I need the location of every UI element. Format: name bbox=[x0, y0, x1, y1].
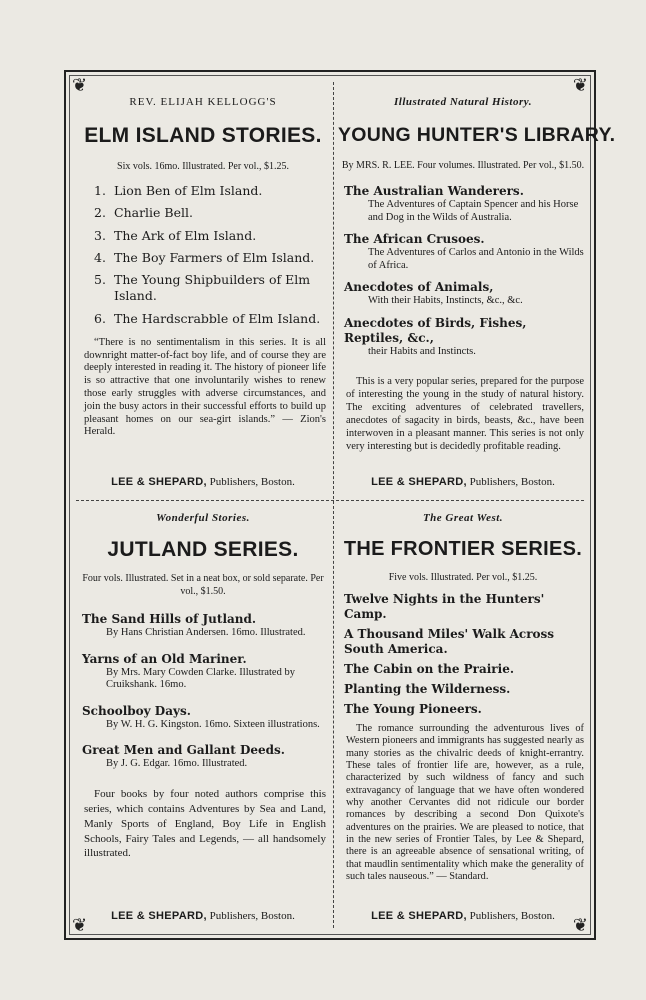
series-kicker: The Great West. bbox=[422, 512, 504, 524]
advertisement-frame bbox=[64, 70, 616, 940]
publisher-line bbox=[76, 476, 330, 488]
series-description: The romance surrounding the adventurous lives of Western pioneers and immigrants has suggested nearly as many stories as the chivalric deeds of knight-errantry. These tales of frontier life are, however, as a rule, characterized by such wildness of fancy and such extravagancy of language that we have often wondered why another Cervantes did not ridicule our border romances by describing a second Don Quixote's adventures on the prairies. We are pleased to notice, that in the new series of Frontier Tales, by Lee & Shepard, there is an agreeable absence of sensational writing, of that maudlin sentimentality which make the generality of such tales nauseous.” — Standard. bbox=[346, 723, 584, 883]
publisher-location: Publishers, Boston. bbox=[469, 476, 555, 488]
review-quote: “There is no sentimentalism in this series. It is all downright matter-of-fact boy life, and of course they are deeply interested in reading it. The history of pioneer life is so attractive that one involuntarily wishes to renew those early struggles with adverse circumstances, and join the busy actors in their successful efforts to build up pleasant homes on our sea-girt islands.” — Zion's Herald. bbox=[84, 336, 326, 438]
publisher-location: Publishers, Boston. bbox=[209, 910, 295, 922]
book-list bbox=[344, 592, 588, 717]
book-title: Yarns of an Old Mariner. bbox=[82, 651, 247, 666]
item-number: 3. bbox=[94, 227, 106, 243]
publisher-name: LEE & SHEPARD, bbox=[111, 910, 207, 922]
series-kicker: Illustrated Natural History. bbox=[394, 96, 532, 108]
list-item bbox=[344, 627, 588, 657]
item-number: 1. bbox=[94, 183, 106, 198]
book-title: Schoolboy Days. bbox=[82, 703, 191, 718]
corner-ornament-icon: ❦ bbox=[572, 75, 588, 95]
frontier-panel bbox=[338, 504, 588, 935]
publisher-name: LEE & SHEPARD, bbox=[371, 476, 467, 488]
book-description: By W. H. G. Kingston. 16mo. Sixteen illustrations. bbox=[106, 718, 320, 730]
publisher-line bbox=[76, 910, 330, 922]
book-title: The Cabin on the Prairie. bbox=[344, 662, 515, 676]
list-item bbox=[82, 612, 330, 640]
publisher-line bbox=[338, 476, 588, 488]
series-title: YOUNG HUNTER'S LIBRARY. bbox=[338, 124, 616, 146]
series-title: ELM ISLAND STORIES. bbox=[84, 124, 322, 147]
book-title: The Hardscrabble of Elm Island. bbox=[114, 310, 321, 326]
publisher-name: LEE & SHEPARD, bbox=[111, 476, 207, 488]
series-subtitle: Four vols. Illustrated. Set in a neat box, or sold separate. Per vol., $1.50. bbox=[82, 573, 324, 597]
list-item bbox=[94, 183, 330, 199]
elm-island-panel bbox=[76, 82, 330, 498]
book-title: Anecdotes of Animals, bbox=[344, 280, 494, 295]
author-line: REV. ELIJAH KELLOGG'S bbox=[129, 96, 277, 108]
list-item bbox=[344, 280, 588, 308]
jutland-panel bbox=[76, 504, 330, 932]
corner-ornament-icon: ❦ bbox=[572, 915, 588, 935]
series-description: This is a very popular series, prepared for the purpose of interesting the young in the study of natural history. The exciting adventures of celebrated travellers, anecdotes of sagacity in birds, beasts, &c., have been interwoven in a pleasant manner. This series is not only very interesting but is decidedly profitable reading. bbox=[346, 375, 584, 452]
list-item bbox=[94, 205, 330, 221]
book-title: The African Crusoes. bbox=[344, 232, 485, 247]
series-subtitle: Six vols. 16mo. Illustrated. Per vol., $1.25. bbox=[117, 161, 289, 172]
list-item bbox=[344, 592, 588, 622]
book-title: Charlie Bell. bbox=[114, 205, 193, 221]
young-hunter-panel bbox=[338, 82, 616, 498]
list-item bbox=[344, 232, 588, 272]
list-item bbox=[344, 682, 588, 697]
item-number: 2. bbox=[94, 205, 106, 221]
item-number: 6. bbox=[94, 310, 106, 326]
item-number: 4. bbox=[94, 249, 106, 265]
list-item bbox=[82, 652, 330, 692]
list-item bbox=[82, 743, 330, 771]
book-title: Lion Ben of Elm Island. bbox=[114, 183, 263, 198]
series-title: JUTLAND SERIES. bbox=[107, 538, 299, 561]
list-item bbox=[344, 184, 588, 224]
book-title: Planting the Wilderness. bbox=[344, 682, 511, 696]
series-kicker: Wonderful Stories. bbox=[156, 512, 250, 524]
vertical-divider bbox=[333, 82, 334, 928]
book-title: The Young Shipbuilders of Elm Island. bbox=[114, 272, 311, 304]
list-item bbox=[344, 662, 588, 677]
series-subtitle: By MRS. R. LEE. Four volumes. Illustrated. Per vol., $1.50. bbox=[341, 160, 585, 171]
book-title: A Thousand Miles' Walk Across South America. bbox=[344, 627, 555, 656]
book-description: their Habits and Instincts. bbox=[368, 345, 476, 357]
book-title: The Australian Wanderers. bbox=[344, 184, 524, 198]
book-title: The Sand Hills of Jutland. bbox=[82, 612, 257, 626]
book-title: The Young Pioneers. bbox=[344, 702, 482, 716]
list-item bbox=[344, 316, 588, 359]
list-item bbox=[82, 704, 330, 732]
book-list bbox=[94, 183, 330, 327]
publisher-location: Publishers, Boston. bbox=[209, 476, 295, 488]
series-description: Four books by four noted authors comprise this series, which contains Adventures by Sea and Land, Manly Sports of England, Boy Life in English Schools, Fairy Tales and Legends, — all handsomely illustrated. bbox=[84, 787, 326, 860]
publisher-name: LEE & SHEPARD, bbox=[371, 910, 467, 922]
book-title: Twelve Nights in the Hunters' Camp. bbox=[344, 592, 545, 621]
corner-ornament-icon: ❦ bbox=[72, 75, 88, 95]
list-item bbox=[344, 702, 588, 717]
book-list bbox=[82, 612, 330, 771]
corner-ornament-icon: ❦ bbox=[72, 915, 88, 935]
book-description: By Hans Christian Andersen. 16mo. Illustrated. bbox=[106, 627, 306, 638]
book-description: The Adventures of Carlos and Antonio in the Wilds of Africa. bbox=[368, 247, 584, 271]
book-title: Great Men and Gallant Deeds. bbox=[82, 743, 285, 758]
book-title: The Ark of Elm Island. bbox=[114, 227, 257, 243]
book-title: The Boy Farmers of Elm Island. bbox=[114, 249, 315, 265]
series-title: THE FRONTIER SERIES. bbox=[343, 538, 583, 560]
book-description: The Adventures of Captain Spencer and his Horse and Dog in the Wilds of Australia. bbox=[368, 199, 579, 223]
list-item bbox=[94, 272, 330, 305]
series-subtitle: Five vols. Illustrated. Per vol., $1.25. bbox=[388, 572, 538, 583]
book-title: Anecdotes of Birds, Fishes, Reptiles, &c., bbox=[344, 315, 527, 345]
publisher-line bbox=[338, 910, 588, 922]
item-number: 5. bbox=[94, 272, 106, 287]
list-item bbox=[94, 311, 330, 327]
book-description: By J. G. Edgar. 16mo. Illustrated. bbox=[106, 758, 248, 770]
publisher-location: Publishers, Boston. bbox=[469, 910, 555, 922]
book-description: With their Habits, Instincts, &c., &c. bbox=[368, 295, 523, 307]
book-description: By Mrs. Mary Cowden Clarke. Illustrated by Cruikshank. 16mo. bbox=[106, 666, 295, 691]
book-list bbox=[344, 184, 588, 359]
list-item bbox=[94, 250, 330, 266]
list-item bbox=[94, 228, 330, 244]
horizontal-divider bbox=[76, 500, 584, 501]
